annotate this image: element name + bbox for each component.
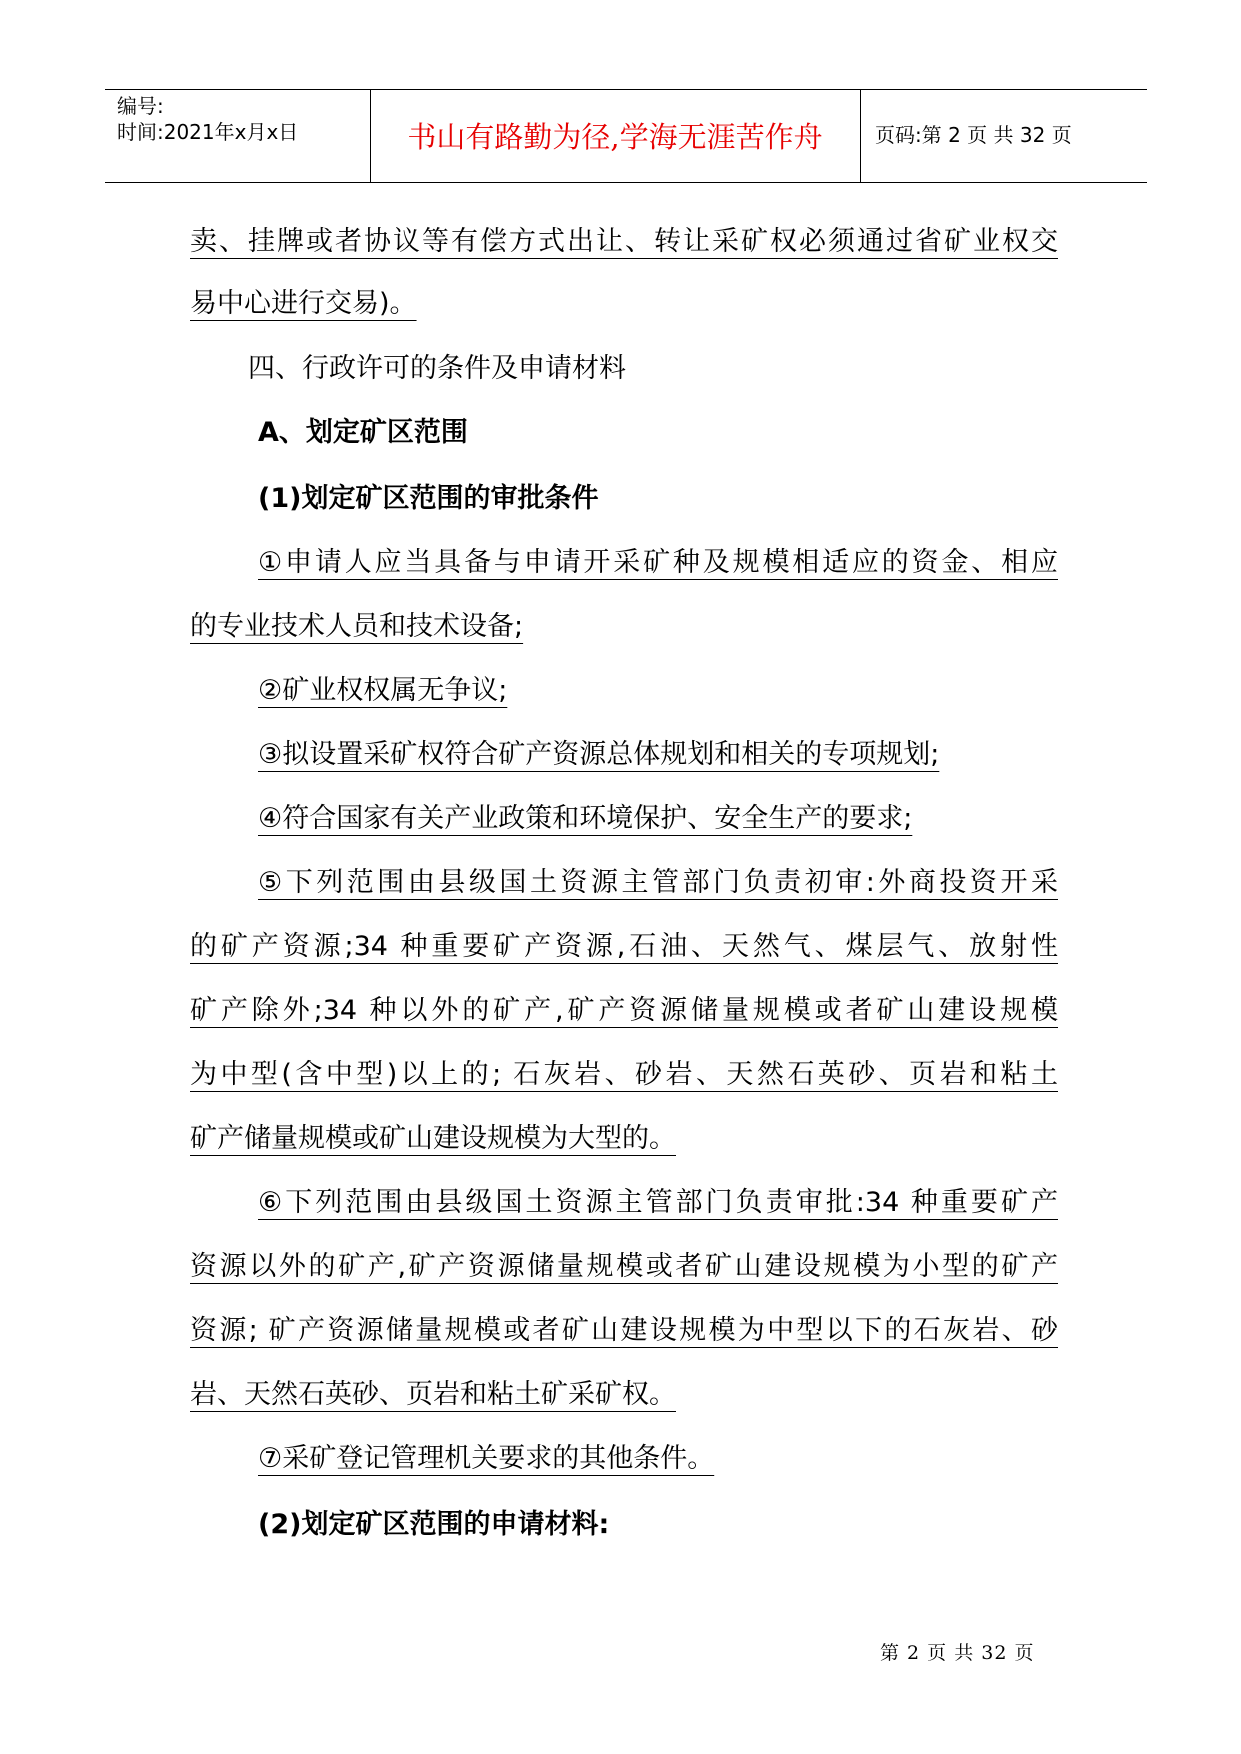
condition-1-line-1: ①申请人应当具备与申请开采矿种及规模相适应的资金、相应 [258, 547, 1058, 578]
section-a-title: A、划定矿区范围 [258, 417, 468, 448]
condition-6-line-4: 岩、天然石英砂、页岩和粘土矿采矿权。 [190, 1379, 676, 1410]
condition-6-line-1: ⑥下列范围由县级国土资源主管部门负责审批:34 种重要矿产 [258, 1187, 1058, 1218]
condition-5-line-2: 的矿产资源;34 种重要矿产资源,石油、天然气、煤层气、放射性 [190, 931, 1058, 962]
condition-5-line-3: 矿产除外;34 种以外的矿产,矿产资源储量规模或者矿山建设规模 [190, 995, 1058, 1026]
header-motto: 书山有路勤为径,学海无涯苦作舟 [407, 120, 823, 154]
header-page-info: 页码:第 2 页 共 32 页 [875, 123, 1072, 147]
subsection-2-title: (2)划定矿区范围的申请材料: [258, 1509, 610, 1540]
condition-1-line-2: 的专业技术人员和技术设备; [190, 611, 524, 642]
document-number-label: 编号: [117, 94, 164, 118]
condition-5-line-4: 为中型(含中型)以上的; 石灰岩、砂岩、天然石英砂、页岩和粘土 [190, 1059, 1058, 1090]
condition-2: ②矿业权权属无争议; [258, 675, 508, 706]
condition-6-line-3: 资源; 矿产资源储量规模或者矿山建设规模为中型以下的石灰岩、砂 [190, 1315, 1058, 1346]
condition-5-line-1: ⑤下列范围由县级国土资源主管部门负责初审:外商投资开采 [258, 867, 1058, 898]
condition-4: ④符合国家有关产业政策和环境保护、安全生产的要求; [258, 803, 913, 834]
paragraph-line: 卖、挂牌或者协议等有偿方式出让、转让采矿权必须通过省矿业权交 [190, 226, 1058, 257]
section-4-title: 四、行政许可的条件及申请材料 [248, 353, 626, 384]
page-footer: 第 2 页 共 32 页 [880, 1642, 1035, 1664]
subsection-1-title: (1)划定矿区范围的审批条件 [258, 483, 599, 514]
document-time-label: 时间:2021年x月x日 [117, 120, 299, 144]
condition-3: ③拟设置采矿权符合矿产资源总体规划和相关的专项规划; [258, 739, 940, 770]
condition-6-line-2: 资源以外的矿产,矿产资源储量规模或者矿山建设规模为小型的矿产 [190, 1251, 1058, 1282]
condition-7: ⑦采矿登记管理机关要求的其他条件。 [258, 1443, 715, 1474]
paragraph-line: 易中心进行交易)。 [190, 288, 417, 319]
condition-5-line-5: 矿产储量规模或矿山建设规模为大型的。 [190, 1123, 676, 1154]
